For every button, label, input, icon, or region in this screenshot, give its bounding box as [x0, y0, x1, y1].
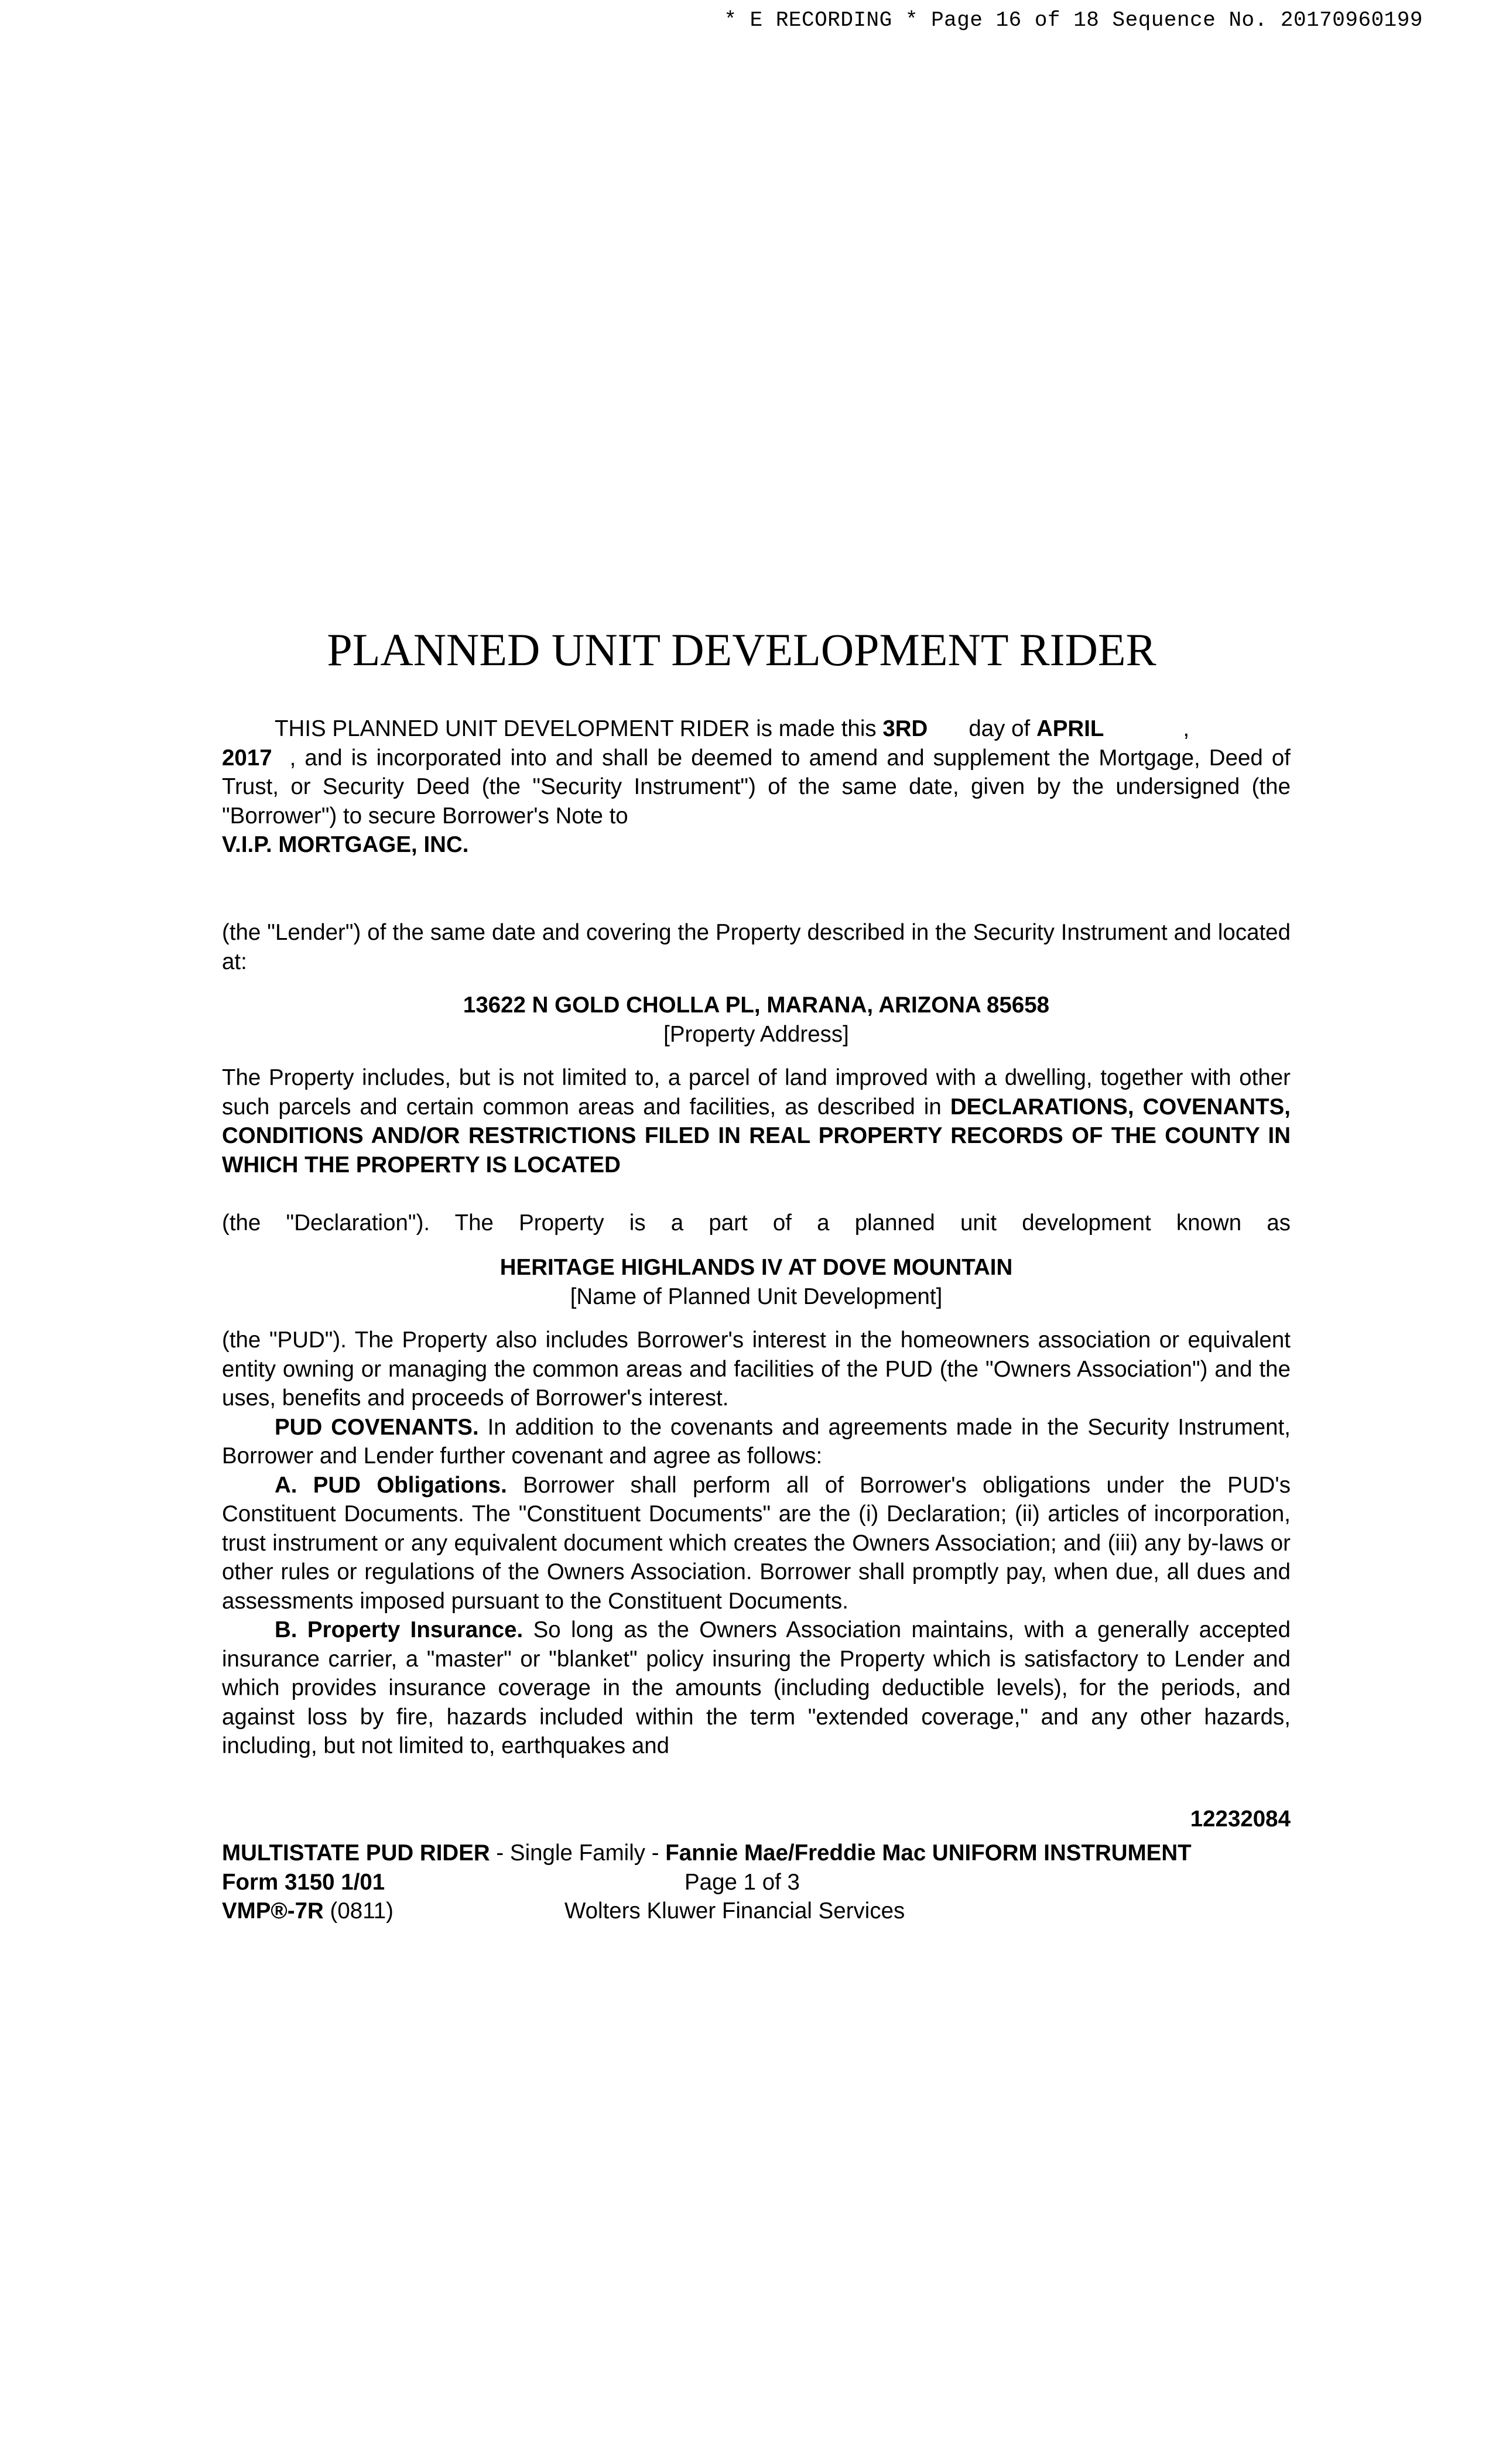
- declaration-paragraph: [222, 1209, 1291, 1238]
- intro-year: 2017: [222, 745, 272, 771]
- property-address-block: [222, 991, 1291, 1049]
- lender-name: V.I.P. MORTGAGE, INC.: [222, 832, 469, 857]
- intro-paragraph: [222, 714, 1291, 860]
- intro-month: APRIL: [1036, 716, 1104, 741]
- pud-paragraph: [222, 1326, 1291, 1761]
- pud-name: HERITAGE HIGHLANDS IV AT DOVE MOUNTAIN: [499, 1255, 1013, 1280]
- vmp-version: (0811): [330, 1898, 393, 1924]
- declaration-text: (the "Declaration"). The Property is a part of a planned unit development known as: [222, 1210, 1291, 1236]
- covenants-text: In addition to the covenants and agreements made in the Security Instrument, Borrower and Lender further covenant and agree as follows:: [222, 1414, 1291, 1469]
- form-footer: [222, 1839, 1291, 1926]
- intro-text-c: , and is incorporated into and shall be deemed to amend and supplement the Mortgage, Deed of Trust, or Security Deed (the "Security Instrument") of the same date, given by the undersigned (the "Borrower") to secure Borrower's Note to: [222, 745, 1291, 829]
- property-address: 13622 N GOLD CHOLLA PL, MARANA, ARIZONA 85658: [463, 993, 1050, 1018]
- property-address-label: [Property Address]: [663, 1021, 849, 1047]
- form-sub: - Single Family -: [490, 1840, 666, 1866]
- section-a-heading: A. PUD Obligations.: [275, 1472, 507, 1498]
- form-uniform: Fannie Mae/Freddie Mac UNIFORM INSTRUMENT: [665, 1840, 1192, 1866]
- section-b-heading: B. Property Insurance.: [275, 1617, 523, 1642]
- includes-paragraph: [222, 1063, 1291, 1179]
- section-b-text: So long as the Owners Association maintains, with a generally accepted insurance carrier, a "master" or "blanket" policy insuring the Property which is satisfactory to Lender and which provides insurance coverage in the amounts (including deductible levels), for the periods, and against loss by fire, hazards included within the term "extended coverage," and any other hazards, including, but not limited to, earthquakes and: [222, 1617, 1291, 1758]
- pud-name-block: [222, 1253, 1291, 1311]
- form-title: MULTISTATE PUD RIDER: [222, 1840, 490, 1866]
- footer-row-3: [222, 1897, 1291, 1926]
- intro-text-a: THIS PLANNED UNIT DEVELOPMENT RIDER is made this: [275, 716, 877, 741]
- intro-comma: ,: [1183, 716, 1190, 741]
- intro-text-b: day of: [968, 716, 1031, 741]
- recording-stamp: * E RECORDING * Page 16 of 18 Sequence No. 20170960199: [724, 8, 1423, 32]
- lender-paragraph: [222, 918, 1291, 976]
- includes-text: The Property includes, but is not limited to, a parcel of land improved with a dwelling, together with other such parcels and certain common areas and facilities, as described in: [222, 1065, 1291, 1120]
- pud-name-label: [Name of Planned Unit Development]: [570, 1284, 943, 1309]
- footer-row-1: [222, 1839, 1291, 1868]
- publisher: Wolters Kluwer Financial Services: [564, 1898, 905, 1924]
- footer-row-2: [222, 1868, 1291, 1897]
- vmp-code: VMP®-7R: [222, 1898, 324, 1924]
- document-title: PLANNED UNIT DEVELOPMENT RIDER: [327, 624, 1156, 675]
- page-number: Page 1 of 3: [685, 1869, 800, 1895]
- pud-text: (the "PUD"). The Property also includes Borrower's interest in the homeowners association or equivalent entity owning or managing the common areas and facilities of the PUD (the "Owners Association") and the uses, benefits and proceeds of Borrower's interest.: [222, 1327, 1291, 1411]
- section-a-text: Borrower shall perform all of Borrower's obligations under the PUD's Constituent Documents. The "Constituent Documents" are the (i) Declaration; (ii) articles of incorporation, trust instrument or any equivalent document which creates the Owners Association; and (iii) any by-laws or other rules or regulations of the Owners Association. Borrower shall promptly pay, when due, all dues and assessments imposed pursuant to the Constituent Documents.: [222, 1472, 1291, 1614]
- covenants-heading: PUD COVENANTS.: [275, 1414, 479, 1440]
- form-number: Form 3150 1/01: [222, 1869, 385, 1895]
- lender-paragraph-text: (the "Lender") of the same date and covering the Property described in the Security Instrument and located at:: [222, 920, 1291, 974]
- declarations-text: DECLARATIONS, COVENANTS, CONDITIONS AND/OR RESTRICTIONS FILED IN REAL PROPERTY RECORDS OF THE COUNTY IN WHICH THE PROPERTY IS LOCATED: [222, 1094, 1291, 1178]
- loan-number: 12232084: [1190, 1806, 1291, 1832]
- intro-day: 3RD: [882, 716, 928, 741]
